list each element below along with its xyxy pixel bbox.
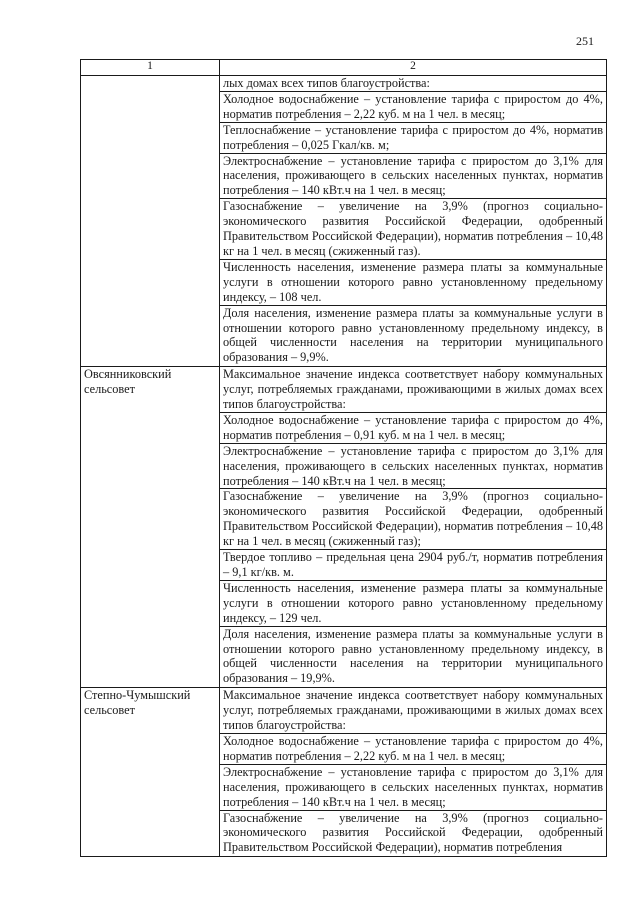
table-row bbox=[81, 688, 607, 857]
table-header-row bbox=[81, 60, 607, 76]
table-row bbox=[81, 367, 607, 688]
description-paragraph: Теплоснабжение – установление тарифа с приростом до 4%, норматив потребления – 0,025 Гкал/кв. м; bbox=[220, 122, 606, 153]
description-paragraph: Доля населения, изменение размера платы за коммунальные услуги в отношении которого равно установленному предельному индексу, в общей численности населения на территории муниципального образования – 9,9%. bbox=[220, 305, 606, 366]
description-paragraph: Холодное водоснабжение – установление тарифа с приростом до 4%, норматив потребления – 2,22 куб. м на 1 чел. в месяц; bbox=[220, 733, 606, 764]
column-header-1: 1 bbox=[81, 60, 220, 76]
description-paragraph: Газоснабжение – увеличение на 3,9% (прогноз социально-экономического развития Российской Федерации, одобренный Правительством Российской Федерации), норматив потребления bbox=[220, 810, 606, 856]
table-body bbox=[81, 76, 607, 857]
description-paragraph: Электроснабжение – установление тарифа с приростом до 3,1% для населения, проживающего в сельских населенных пунктах, норматив потребления – 140 кВт.ч на 1 чел. в месяц; bbox=[220, 153, 606, 199]
description-paragraph: Максимальное значение индекса соответствует набору коммунальных услуг, потребляемых гражданами, проживающими в жилых домах всех типов благоустройства: bbox=[223, 367, 603, 412]
description-paragraph: Газоснабжение – увеличение на 3,9% (прогноз социально-экономического развития Российской Федерации, одобренный Правительством Российской Федерации), норматив потребления – 10,48 кг на 1 чел. в месяц (сжиженный газ); bbox=[220, 488, 606, 549]
description-paragraph: Газоснабжение – увеличение на 3,9% (прогноз социально-экономического развития Российской Федерации, одобренный Правительством Российской Федерации), норматив потребления – 10,48 кг на 1 чел. в месяц (сжиженный газ). bbox=[220, 198, 606, 259]
services-description bbox=[220, 367, 607, 688]
services-description bbox=[220, 76, 607, 367]
description-paragraph: Твердое топливо – предельная цена 2904 руб./т, норматив потребления – 9,1 кг/кв. м. bbox=[220, 549, 606, 580]
description-paragraph: Холодное водоснабжение – установление тарифа с приростом до 4%, норматив потребления – 2,22 куб. м на 1 чел. в месяц; bbox=[220, 91, 606, 122]
document-table bbox=[80, 59, 607, 857]
page-number: 251 bbox=[576, 34, 594, 48]
municipality-name bbox=[81, 76, 220, 367]
description-paragraph: Численность населения, изменение размера платы за коммунальные услуги в отношении которого равно установленному предельному индексу, – 129 чел. bbox=[220, 580, 606, 626]
table-row bbox=[81, 76, 607, 367]
description-paragraph: Доля населения, изменение размера платы за коммунальные услуги в отношении которого равно установленному предельному индексу, в общей численности населения на территории муниципального образования – 19,9%. bbox=[220, 626, 606, 687]
municipality-name: Овсянниковский сельсовет bbox=[81, 367, 220, 688]
column-header-2: 2 bbox=[220, 60, 607, 76]
services-description bbox=[220, 688, 607, 857]
description-paragraph: Максимальное значение индекса соответствует набору коммунальных услуг, потребляемых гражданами, проживающими в жилых домах всех типов благоустройства: bbox=[223, 688, 603, 733]
municipality-name: Степно-Чумышский сельсовет bbox=[81, 688, 220, 857]
description-paragraph: Холодное водоснабжение – установление тарифа с приростом до 4%, норматив потребления – 0,91 куб. м на 1 чел. в месяц; bbox=[220, 412, 606, 443]
description-paragraph: Электроснабжение – установление тарифа с приростом до 3,1% для населения, проживающего в сельских населенных пунктах, норматив потребления – 140 кВт.ч на 1 чел. в месяц; bbox=[220, 443, 606, 489]
description-paragraph: Электроснабжение – установление тарифа с приростом до 3,1% для населения, проживающего в сельских населенных пунктах, норматив потребления – 140 кВт.ч на 1 чел. в месяц; bbox=[220, 764, 606, 810]
description-paragraph: лых домах всех типов благоустройства: bbox=[223, 76, 430, 90]
description-paragraph: Численность населения, изменение размера платы за коммунальные услуги в отношении которого равно установленному предельному индексу, – 108 чел. bbox=[220, 259, 606, 305]
